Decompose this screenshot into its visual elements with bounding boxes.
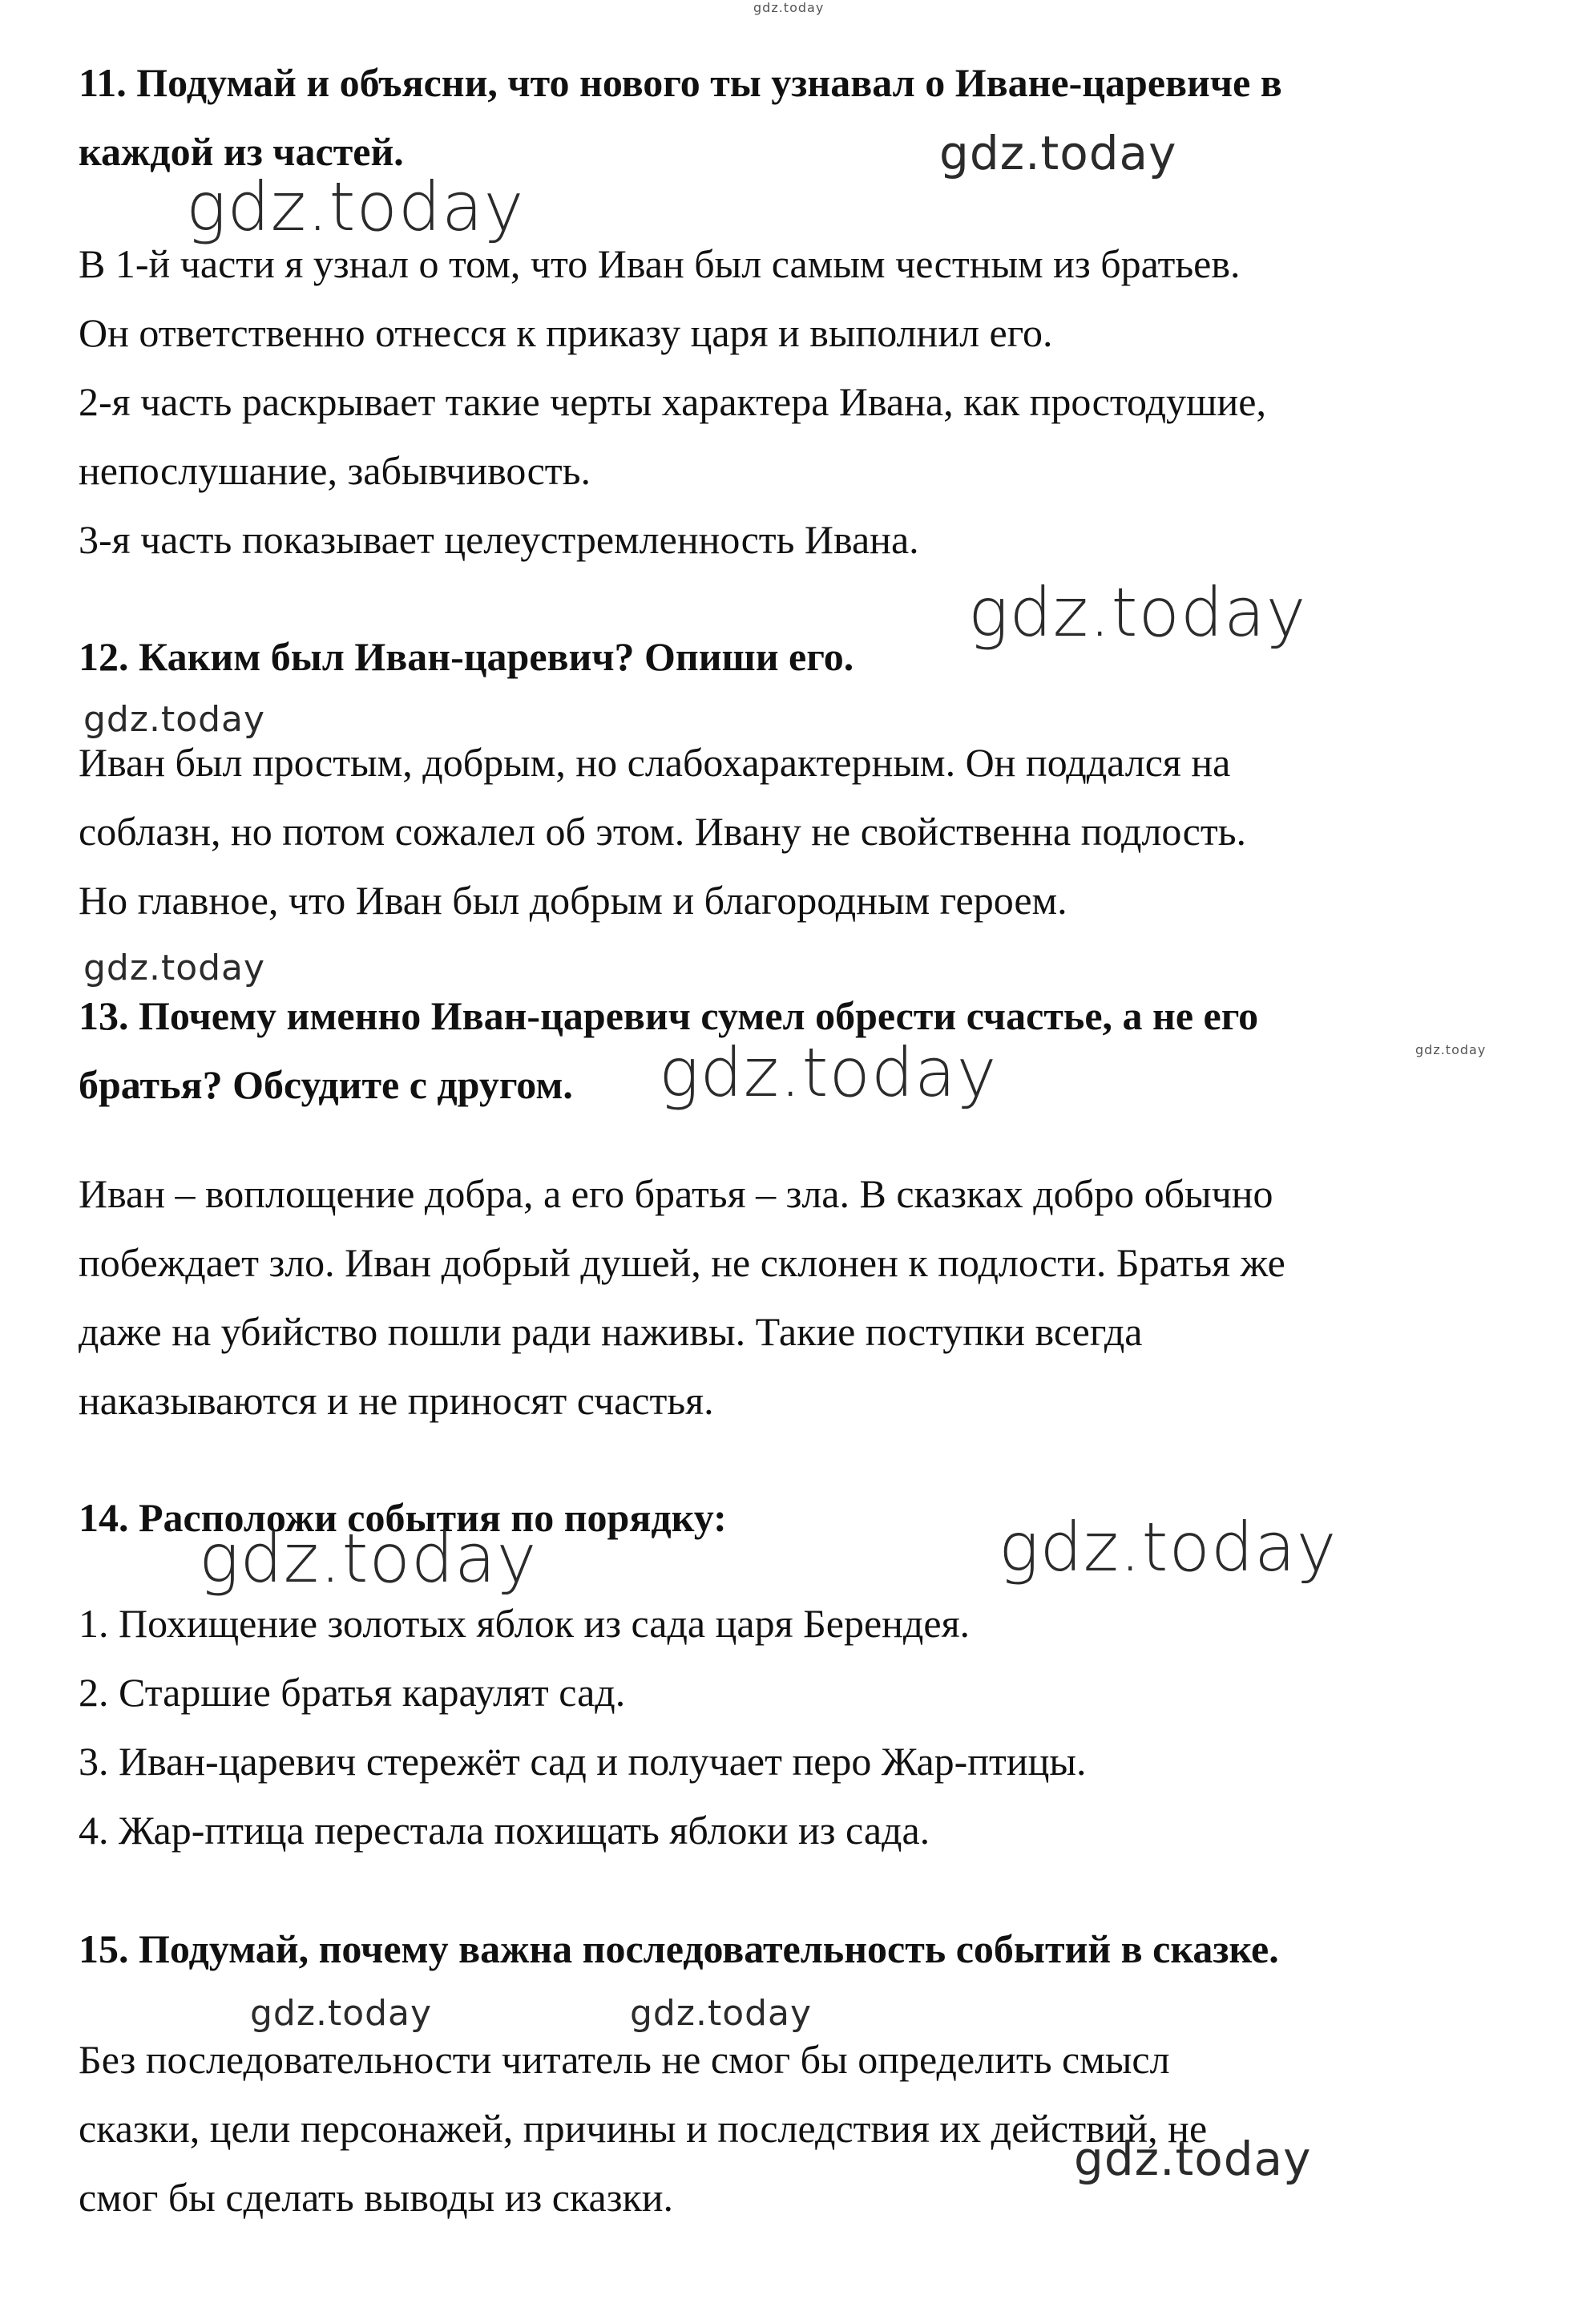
answer-12-line-2: соблазн, но потом сожалел об этом. Ивану не свойственна подлость. xyxy=(79,809,1247,854)
question-14: 14. Расположи события по порядку: xyxy=(79,1495,727,1540)
watermark-1: gdz.today xyxy=(939,126,1177,180)
question-11-line-2: каждой из частей. xyxy=(79,129,404,174)
answer-11-line-4: непослушание, забывчивость. xyxy=(79,448,591,493)
watermark-9: gdz.today xyxy=(999,1508,1338,1586)
answer-13-line-2: побеждает зло. Иван добрый душей, не склонен к подлости. Братья же xyxy=(79,1240,1285,1285)
answer-15-line-3: смог бы сделать выводы из сказки. xyxy=(79,2175,673,2220)
answer-15-line-1: Без последовательности читатель не смог бы определить смысл xyxy=(79,2037,1170,2082)
answer-14-item-4: 4. Жар-птица перестала похищать яблоки из сада. xyxy=(79,1808,930,1853)
watermark-10: gdz.today xyxy=(250,1993,433,2034)
watermark-5: gdz.today xyxy=(83,948,266,988)
question-11-line-1: 11. Подумай и объясни, что нового ты узнавал о Иване-царевиче в xyxy=(79,60,1282,105)
watermark-11: gdz.today xyxy=(630,1993,813,2034)
answer-11-line-5: 3-я часть показывает целеустремленность Ивана. xyxy=(79,517,919,562)
answer-14-item-2: 2. Старшие братья караулят сад. xyxy=(79,1670,626,1715)
answer-14-item-3: 3. Иван-царевич стережёт сад и получает перо Жар-птицы. xyxy=(79,1739,1087,1784)
watermark-3: gdz.today xyxy=(968,573,1307,652)
watermark-7: gdz.today xyxy=(1415,1042,1487,1057)
question-15: 15. Подумай, почему важна последовательность событий в сказке. xyxy=(79,1926,1279,1971)
answer-12-line-1: Иван был простым, добрым, но слабохарактерным. Он поддался на xyxy=(79,740,1231,785)
question-13-line-2: братья? Обсудите с другом. xyxy=(79,1062,573,1107)
watermark-6: gdz.today xyxy=(659,1033,998,1112)
answer-11-line-3: 2-я часть раскрывает такие черты характера Ивана, как простодушие, xyxy=(79,379,1266,424)
answer-12-line-3: Но главное, что Иван был добрым и благородным героем. xyxy=(79,878,1067,923)
question-13-line-1: 13. Почему именно Иван-царевич сумел обрести счастье, а не его xyxy=(79,993,1259,1038)
answer-13-line-3: даже на убийство пошли ради наживы. Такие поступки всегда xyxy=(79,1309,1143,1354)
watermark-4: gdz.today xyxy=(83,699,266,740)
answer-11-line-1: В 1-й части я узнал о том, что Иван был самым честным из братьев. xyxy=(79,241,1241,286)
answer-13-line-4: наказываются и не приносят счастья. xyxy=(79,1378,714,1423)
watermark-12: gdz.today xyxy=(1074,2132,1312,2186)
watermark-2: gdz.today xyxy=(186,168,525,246)
answer-13-line-1: Иван – воплощение добра, а его братья – зла. В сказках добро обычно xyxy=(79,1171,1273,1216)
answer-14-item-1: 1. Похищение золотых яблок из сада царя Берендея. xyxy=(79,1601,971,1646)
watermark-top: gdz.today xyxy=(753,0,825,15)
answer-11-line-2: Он ответственно отнесся к приказу царя и выполнил его. xyxy=(79,310,1053,355)
answer-15-line-2: сказки, цели персонажей, причины и последствия их действий, не xyxy=(79,2106,1208,2151)
question-12: 12. Каким был Иван-царевич? Опиши его. xyxy=(79,634,854,679)
watermark-8: gdz.today xyxy=(199,1519,538,1598)
